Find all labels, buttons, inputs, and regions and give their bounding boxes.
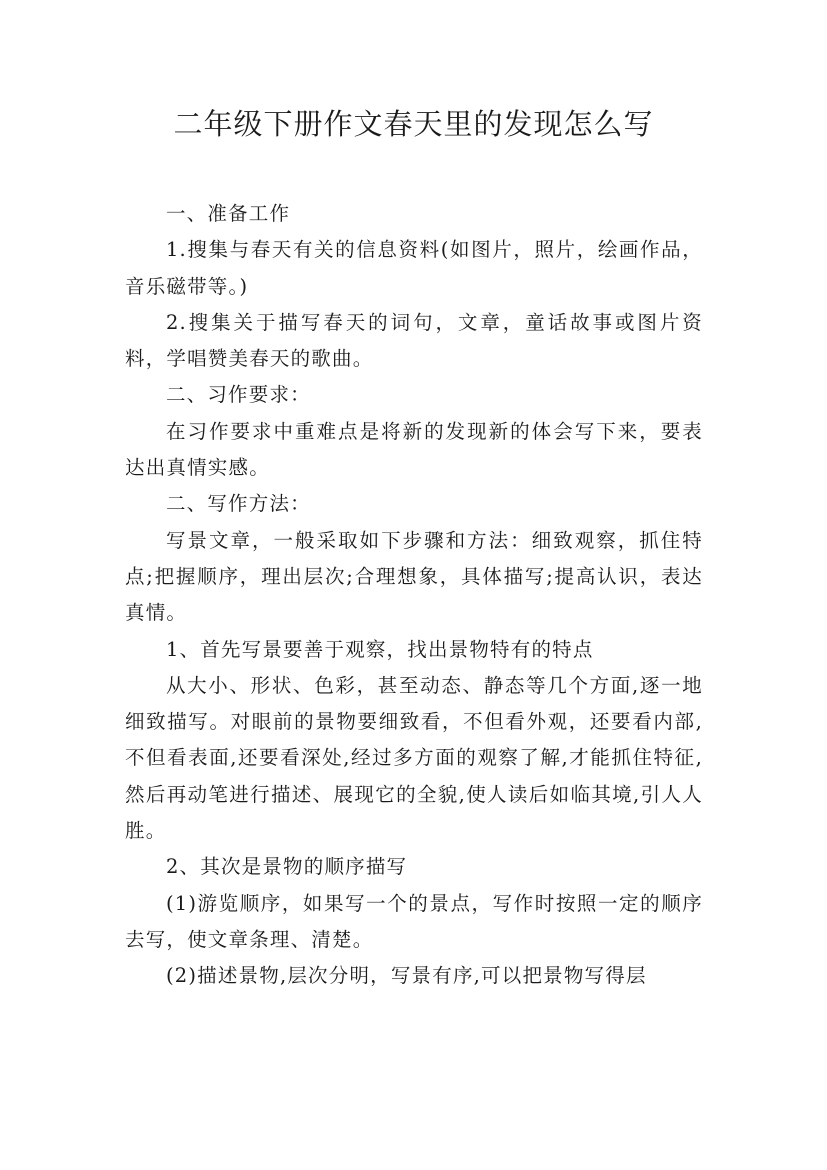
paragraph-observe-text: 从大小、形状、色彩，甚至动态、静态等几个方面,逐一地细致描写。对眼前的景物要细致看，不但看外观，还要看内部,不但看表面,还要看深处,经过多方面的观察了解,才能抓住特征,然后再动笔进行描述、展现它的全貌,使人读后如临其境,引人人胜。	[125, 673, 703, 843]
document-title: 二年级下册作文春天里的发现怎么写	[173, 107, 654, 141]
paragraph-prep-item-1: 1.搜集与春天有关的信息资料(如图片，照片，绘画作品，音乐磁带等。)	[125, 238, 703, 298]
paragraph-methods-text: 写景文章，一般采取如下步骤和方法：细致观察，抓住特点;把握顺序，理出层次;合理想象，具体描写;提高认识，表达真情。	[125, 528, 703, 625]
paragraph-methods-heading: 二、写作方法：	[165, 492, 311, 516]
paragraph-prep-heading: 一、准备工作	[165, 202, 291, 225]
paragraph-order-heading: 2、其次是景物的顺序描写	[165, 855, 408, 879]
paragraph-observe-heading: 1、首先写景要善于观察，找出景物特有的特点	[165, 637, 594, 661]
paragraph-requirements-heading: 二、习作要求：	[165, 383, 311, 407]
paragraph-prep-item-2: 2.搜集关于描写春天的词句，文章，童话故事或图片资料，学唱赞美春天的歌曲。	[125, 310, 703, 371]
paragraph-order-item-1: (1)游览顺序，如果写一个的景点，写作时按照一定的顺序去写，使文章条理、清楚。	[125, 891, 703, 951]
paragraph-requirements-text: 在习作要求中重难点是将新的发现新的体会写下来，要表达出真情实感。	[125, 419, 703, 480]
paragraph-order-item-2: (2)描述景物,层次分明，写景有序,可以把景物写得层	[165, 964, 647, 988]
document-body	[125, 196, 703, 995]
